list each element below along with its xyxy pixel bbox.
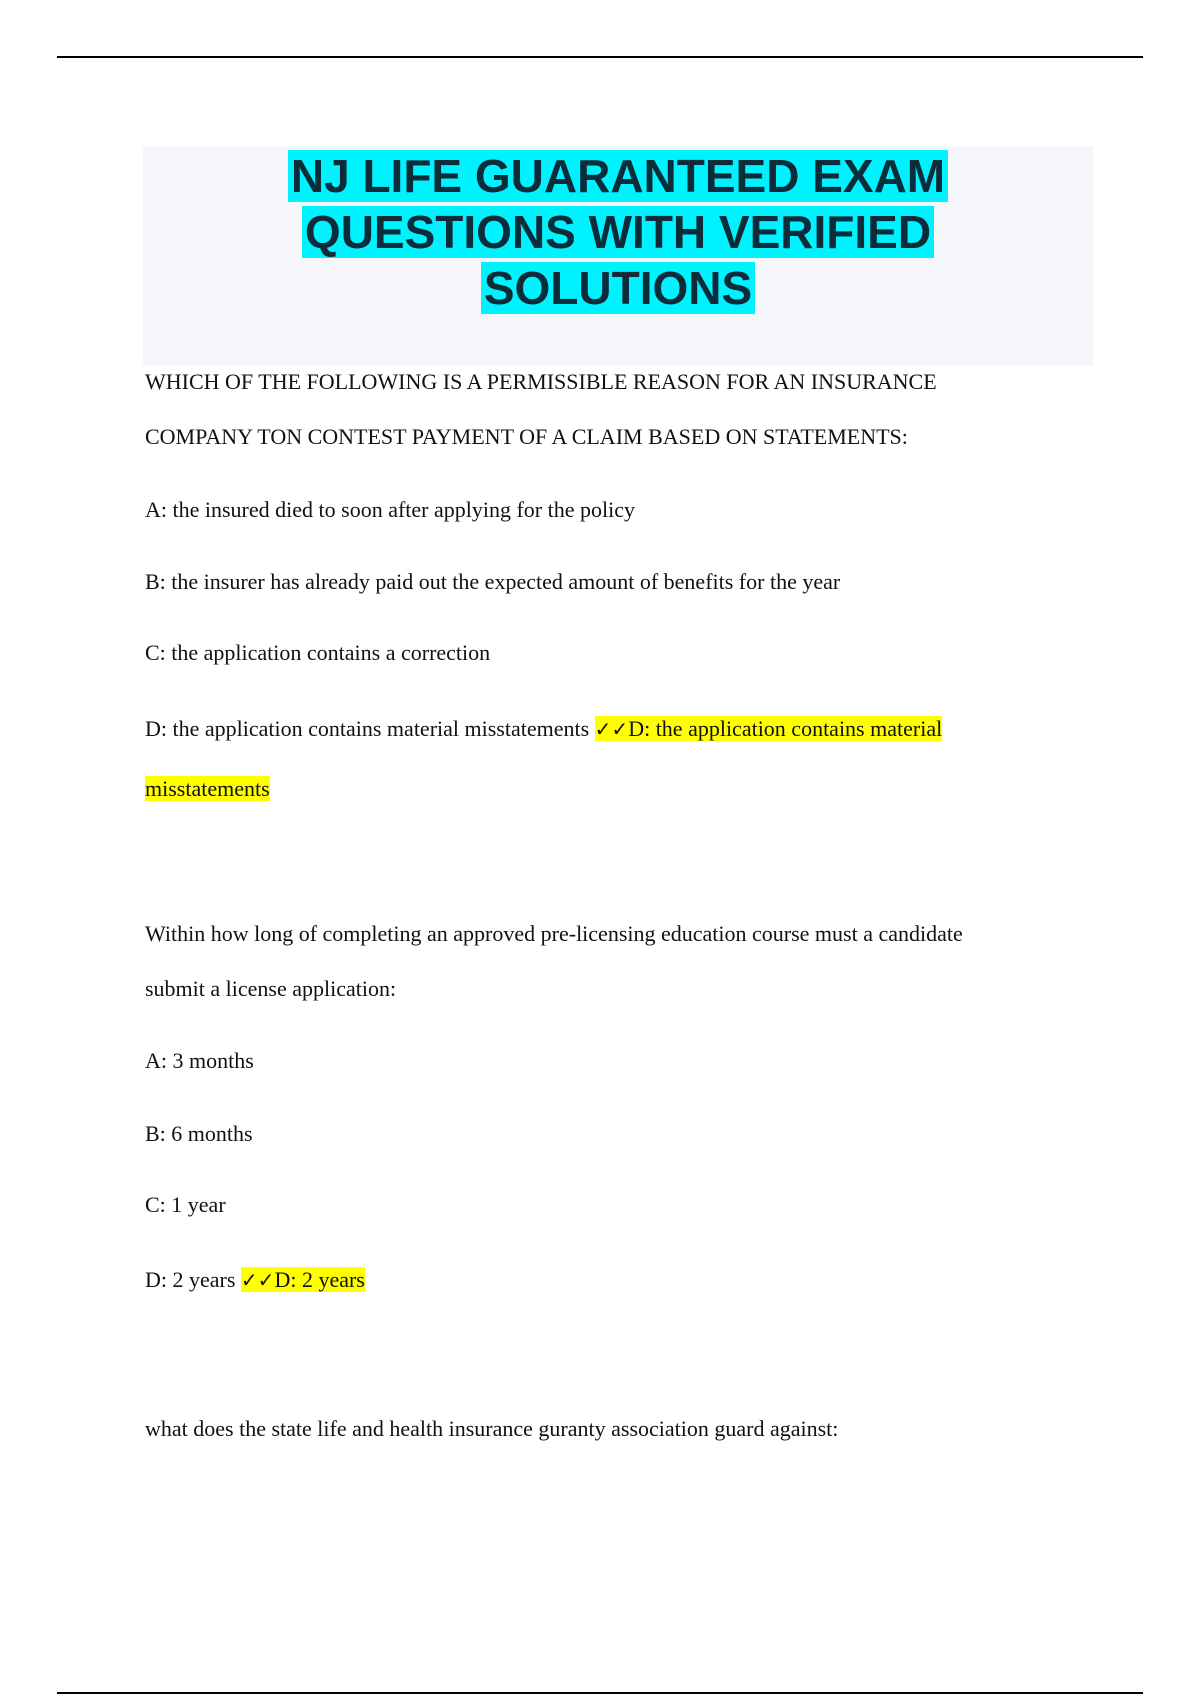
question-2-prompt-line: submit a license application: (145, 976, 397, 1001)
title-banner (143, 146, 1093, 366)
answer-highlight-continued: misstatements (145, 776, 270, 801)
question-2-prompt-line: Within how long of completing an approved pre-licensing education course must a candidate (145, 921, 963, 946)
title-line: NJ LIFE GUARANTEED EXAM (288, 150, 948, 202)
question-2-option-a: A: 3 months (145, 1048, 254, 1073)
question-2-option-b: B: 6 months (145, 1121, 253, 1146)
top-rule (57, 56, 1143, 58)
document-title (143, 146, 1093, 316)
option-d-text: D: the application contains material misstatements (145, 716, 590, 741)
question-1-option-d (145, 716, 942, 742)
question-1-answer-continued (145, 776, 270, 802)
answer-highlight (595, 716, 943, 741)
bottom-rule (57, 1692, 1143, 1694)
title-line: QUESTIONS WITH VERIFIED (302, 206, 934, 258)
question-1-prompt-line: WHICH OF THE FOLLOWING IS A PERMISSIBLE REASON FOR AN INSURANCE (145, 369, 937, 394)
question-2-option-d (145, 1267, 365, 1293)
answer-highlight (241, 1267, 365, 1292)
answer-text: D: 2 years (274, 1267, 365, 1292)
question-3-prompt-line: what does the state life and health insurance guranty association guard against: (145, 1416, 839, 1441)
option-d-text: D: 2 years (145, 1267, 236, 1292)
double-check-icon: ✓✓ (240, 1268, 275, 1292)
question-2-option-c: C: 1 year (145, 1192, 226, 1217)
question-1-prompt-line: COMPANY TON CONTEST PAYMENT OF A CLAIM BASED ON STATEMENTS: (145, 424, 908, 449)
question-1-option-a: A: the insured died to soon after applying for the policy (145, 497, 635, 522)
answer-text: D: the application contains material (628, 716, 943, 741)
question-1-option-b: B: the insurer has already paid out the expected amount of benefits for the year (145, 569, 841, 594)
double-check-icon: ✓✓ (594, 717, 629, 741)
title-line: SOLUTIONS (481, 262, 755, 314)
question-1-option-c: C: the application contains a correction (145, 640, 491, 665)
